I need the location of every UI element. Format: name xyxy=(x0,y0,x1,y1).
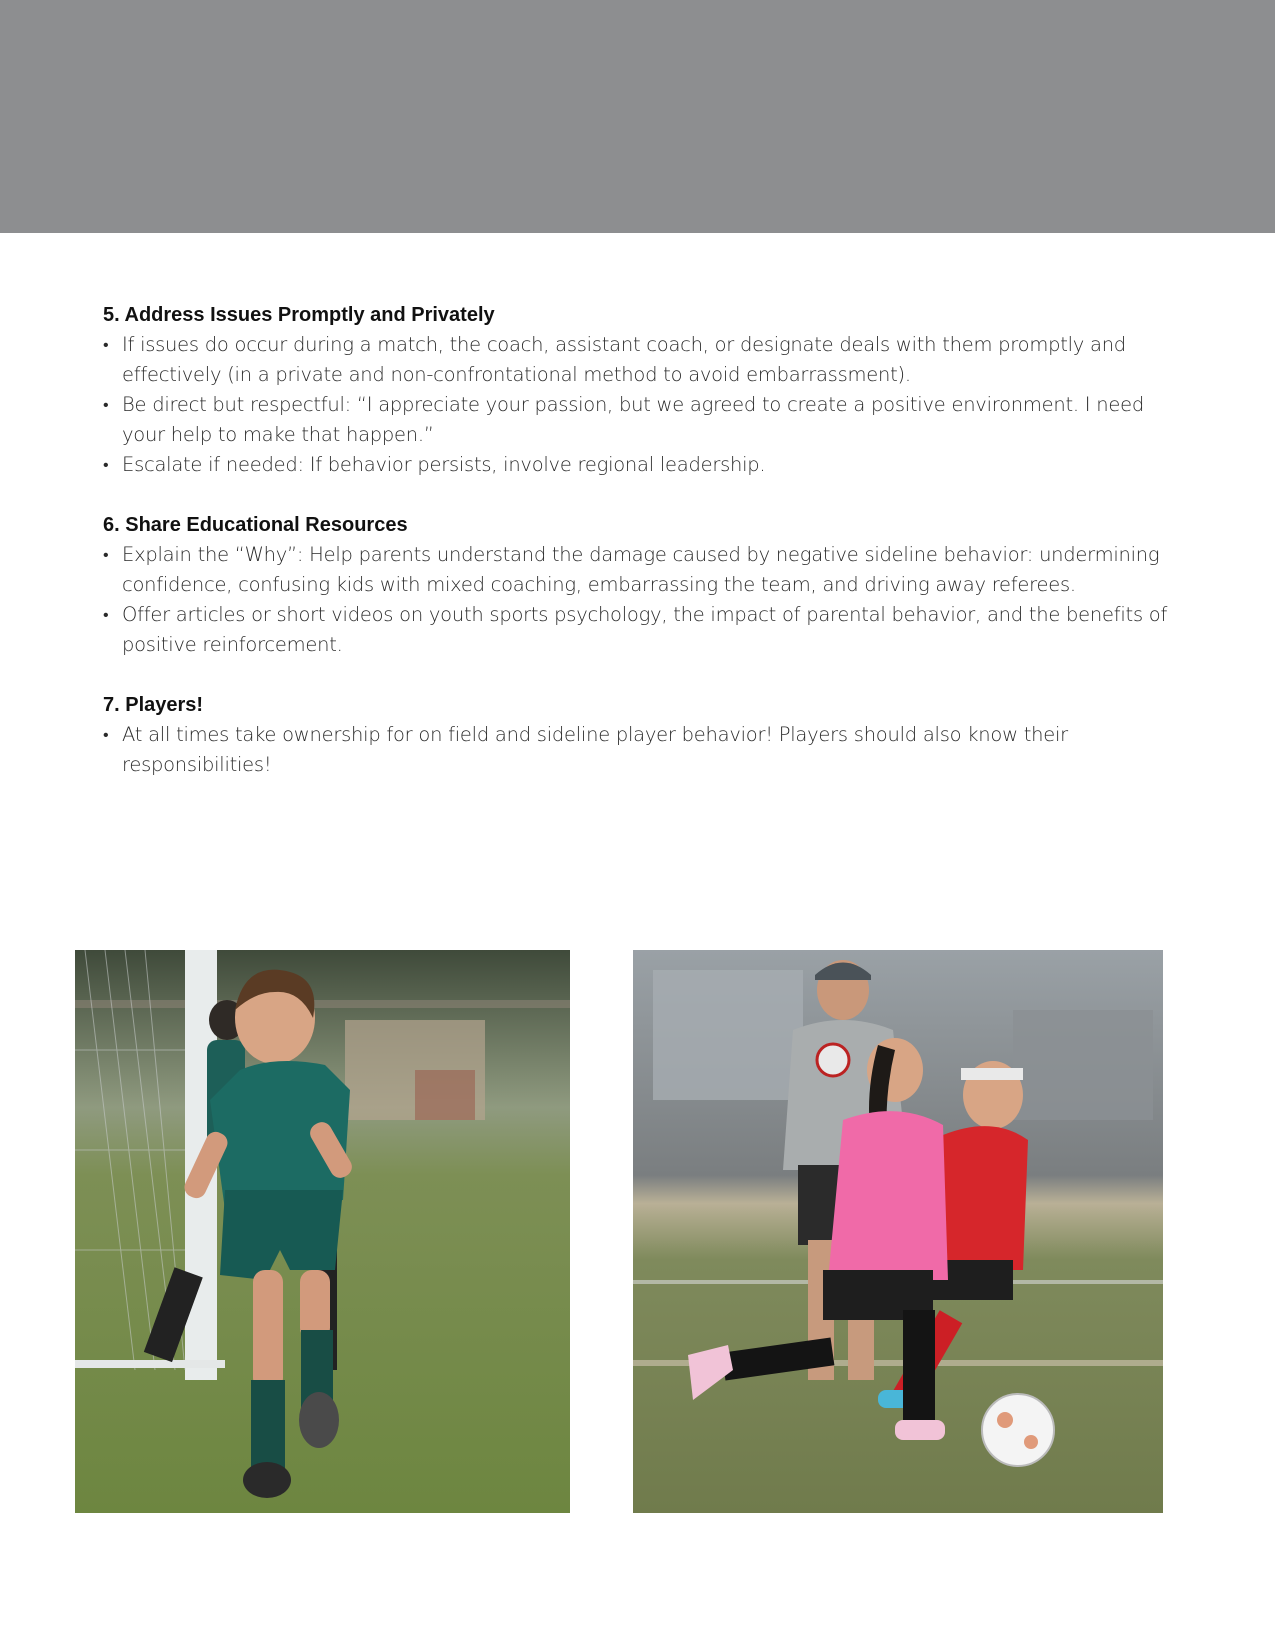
section-players xyxy=(103,690,1173,780)
section-title: 5. Address Issues Promptly and Privately xyxy=(103,304,495,326)
bullet-dot: • xyxy=(103,335,109,354)
bullet-text: Offer articles or short videos on youth sports psychology, the impact of parental behavior, and the benefits of positive reinforcement. xyxy=(122,603,1168,656)
bullet-text: Explain the “Why”: Help parents understand the damage caused by negative sideline behavior: undermining confidence, confusing kids with mixed coaching, embarrassing the team, and driving away referees. xyxy=(122,543,1160,596)
section-title: 7. Players! xyxy=(103,694,204,716)
photo-boy-running-illustration xyxy=(75,950,570,1513)
bullet-text: If issues do occur during a match, the coach, assistant coach, or designate deals with them promptly and effectively (in a private and non-confrontational method to avoid embarrassment). xyxy=(122,333,1126,386)
bullet-text: Escalate if needed: If behavior persists, involve regional leadership. xyxy=(122,453,766,476)
bullet-text: At all times take ownership for on field and sideline player behavior! Players should also know their responsibilities! xyxy=(122,723,1068,776)
document-body xyxy=(103,300,1173,810)
bullet-dot: • xyxy=(103,395,109,414)
bullet-item xyxy=(103,720,1173,780)
photo-boy-running xyxy=(75,950,570,1513)
bullet-item xyxy=(103,600,1173,660)
bullet-item xyxy=(103,450,1173,480)
bullet-item xyxy=(103,540,1173,600)
photo-girls-playing xyxy=(633,950,1163,1513)
section-address-issues xyxy=(103,300,1173,480)
bullet-text: Be direct but respectful: “I appreciate your passion, but we agreed to create a positive environment. I need your help to make that happen.” xyxy=(122,393,1144,446)
bullet-dot: • xyxy=(103,605,109,624)
photo-girls-playing-illustration xyxy=(633,950,1163,1513)
header-band xyxy=(0,0,1275,233)
bullet-dot: • xyxy=(103,455,109,474)
bullet-list xyxy=(103,330,1173,480)
bullet-dot: • xyxy=(103,725,109,744)
bullet-list xyxy=(103,540,1173,660)
section-title: 6. Share Educational Resources xyxy=(103,514,408,536)
bullet-item xyxy=(103,330,1173,390)
bullet-item xyxy=(103,390,1173,450)
bullet-dot: • xyxy=(103,545,109,564)
section-educational-resources xyxy=(103,510,1173,660)
bullet-list xyxy=(103,720,1173,780)
